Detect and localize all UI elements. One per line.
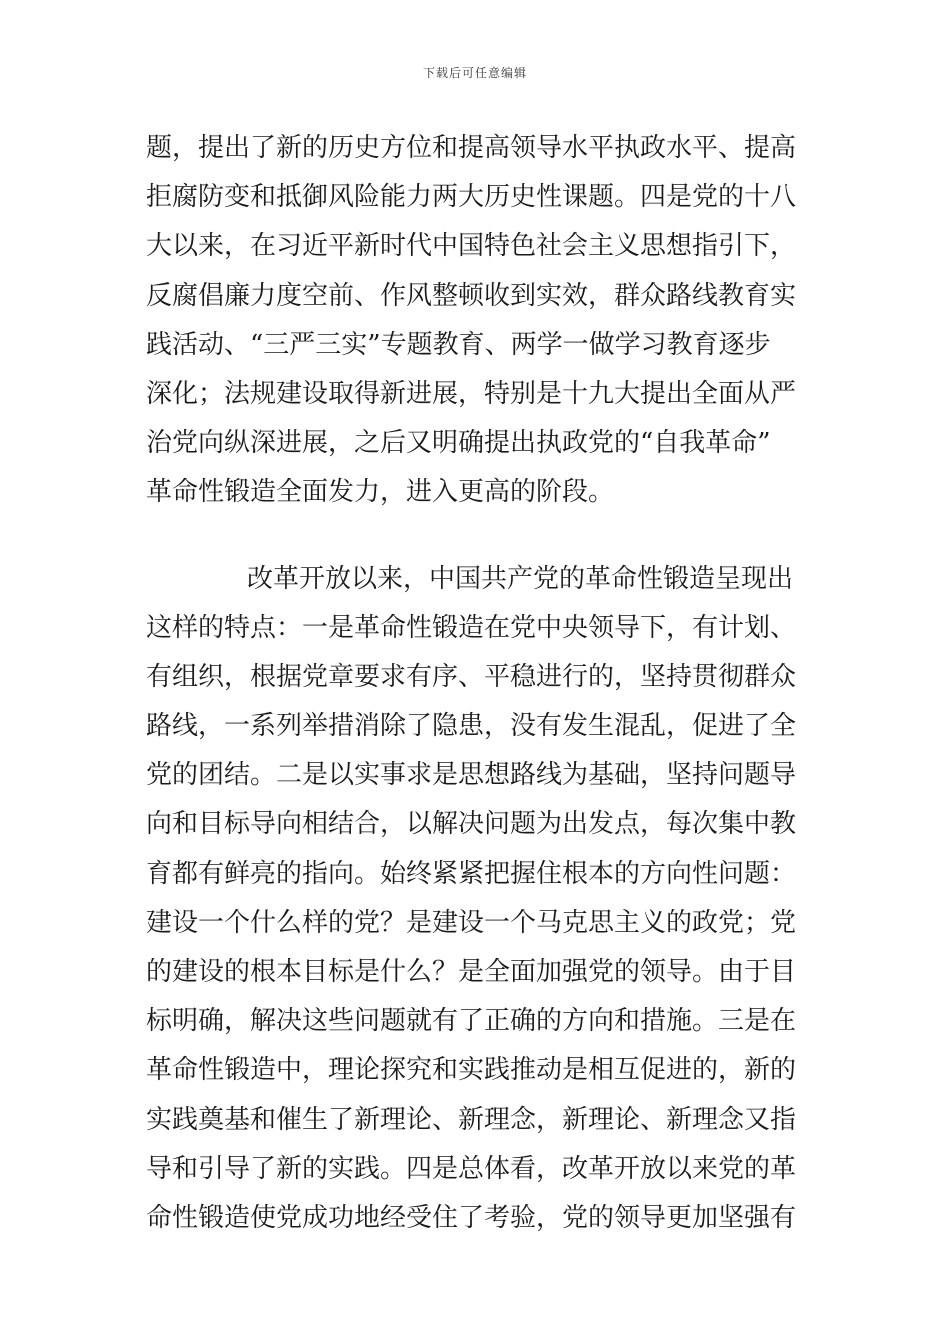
text-line: 党的团结。二是以实事求是思想路线为基础，坚持问题导 [146, 760, 797, 791]
page-header: 下载后可任意编辑 [422, 66, 527, 80]
text-line: 拒腐防变和抵御风险能力两大历史性课题。四是党的十八 [146, 182, 797, 213]
text-line: 治党向纵深进展，之后又明确提出执政党的“自我革命” [146, 428, 771, 459]
text-line: 命性锻造使党成功地经受住了考验，党的领导更加坚强有 [146, 1202, 797, 1233]
text-line: 标明确，解决这些问题就有了正确的方向和措施。三是在 [146, 1006, 797, 1037]
text-line: 向和目标导向相结合，以解决问题为出发点，每次集中教 [146, 809, 797, 840]
text-line: 革命性锻造中，理论探究和实践推动是相互促进的，新的 [146, 1055, 797, 1086]
text-line: 改革开放以来，中国共产党的革命性锻造呈现出 [247, 563, 794, 594]
text-line: 路线，一系列举措消除了隐患，没有发生混乱，促进了全 [146, 711, 797, 742]
text-line: 大以来，在习近平新时代中国特色社会主义思想指引下， [146, 231, 797, 262]
text-line: 题，提出了新的历史方位和提高领导水平执政水平、提高 [146, 133, 797, 163]
text-line: 建设一个什么样的党？是建设一个马克思主义的政党；党 [146, 907, 797, 938]
text-line: 有组织，根据党章要求有序、平稳进行的，坚持贯彻群众 [146, 661, 797, 692]
text-line: 实践奠基和催生了新理论、新理念，新理论、新理念又指 [146, 1104, 797, 1135]
text-line: 深化；法规建设取得新进展，特别是十九大提出全面从严 [146, 378, 797, 409]
text-line: 革命性锻造全面发力，进入更高的阶段。 [146, 477, 615, 508]
text-line: 育都有鲜亮的指向。始终紧紧把握住根本的方向性问题： [146, 858, 797, 889]
text-line: 践活动、“三严三实”专题教育、两学一做学习教育逐步 [146, 329, 771, 360]
text-line: 导和引导了新的实践。四是总体看，改革开放以来党的革 [146, 1153, 797, 1184]
text-line: 这样的特点：一是革命性锻造在党中央领导下，有计划、 [146, 612, 797, 643]
text-line: 的建设的根本目标是什么？是全面加强党的领导。由于目 [146, 957, 797, 987]
body-text [0, 124, 950, 1243]
text-line: 反腐倡廉力度空前、作风整顿收到实效，群众路线教育实 [146, 280, 797, 311]
